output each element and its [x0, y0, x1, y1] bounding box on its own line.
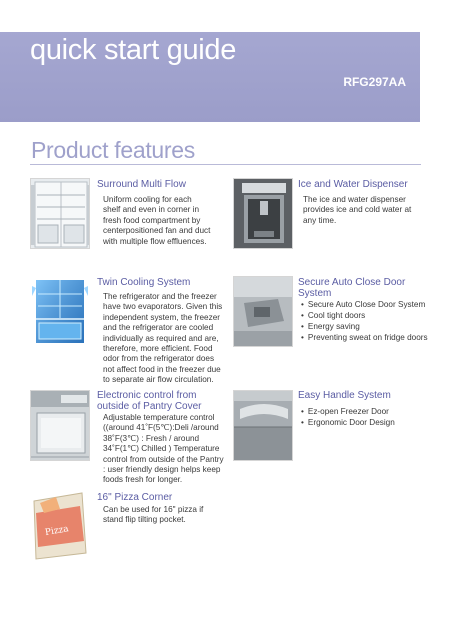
section-title: Product features	[31, 137, 195, 163]
dispenser-image	[233, 178, 293, 249]
bullet-item: • Cool tight doors	[301, 311, 365, 321]
feature-desc-twin-cooling: The refrigerator and the freezer have two evaporators. Given this independent system, the freezer and the refrigerator are cooled individually as required and are, therefore, more efficient. Food odor from the refrigerator does not affect food in the freezer due to separate air flow circulation.	[103, 292, 223, 385]
model-number: RFG297AA	[343, 75, 406, 89]
pizza-corner-image	[30, 491, 90, 562]
feature-title-surround-multi-flow: Surround Multi Flow	[97, 179, 186, 190]
bullet-item: • Energy saving	[301, 322, 360, 332]
feature-desc-pizza-corner: Can be used for 16" pizza if stand flip tilting pocket.	[103, 505, 204, 525]
feature-desc-ice-water-dispenser: The ice and water dispenser provides ice and cold water at any time.	[303, 195, 412, 225]
bullet-item: • Ez-open Freezer Door	[301, 407, 389, 417]
handle-image	[233, 390, 293, 461]
header-banner	[0, 32, 420, 122]
bullet-item: • Ergonomic Door Design	[301, 418, 395, 428]
bullet-item: • Preventing sweat on fridge doors	[301, 333, 428, 343]
feature-title-easy-handle: Easy Handle System	[298, 390, 391, 401]
twin-cooling-image	[30, 276, 90, 347]
feature-desc-electronic-control: Adjustable temperature control ((around 41˚F(5℃):Deli /around 38˚F(3℃) : Fresh / around 34˚F(1℃) Chilled ) Temperature control from outside of the Pantry : user friendly design helps keep foods fresh for longer.	[103, 413, 224, 485]
feature-title-twin-cooling: Twin Cooling System	[97, 277, 191, 288]
feature-title-secure-auto-close: Secure Auto Close Door System	[298, 277, 406, 299]
feature-title-pizza-corner: 16" Pizza Corner	[97, 492, 173, 503]
feature-desc-surround-multi-flow: Uniform cooling for each shelf and even in corner in fresh food compartment by centerpositioned fan and duct with multiple flow effluences.	[103, 195, 211, 246]
bullet-item: • Secure Auto Close Door System	[301, 300, 425, 310]
pantry-control-image	[30, 390, 90, 461]
guide-title: quick start guide	[30, 34, 237, 66]
feature-title-electronic-control: Electronic control from outside of Pantry Cover	[97, 390, 202, 412]
fridge-open-image	[30, 178, 90, 249]
feature-title-ice-water-dispenser: Ice and Water Dispenser	[298, 179, 408, 190]
section-divider	[30, 164, 421, 165]
auto-close-hinge-image	[233, 276, 293, 347]
pizza-box-label: Pizza	[44, 524, 70, 539]
